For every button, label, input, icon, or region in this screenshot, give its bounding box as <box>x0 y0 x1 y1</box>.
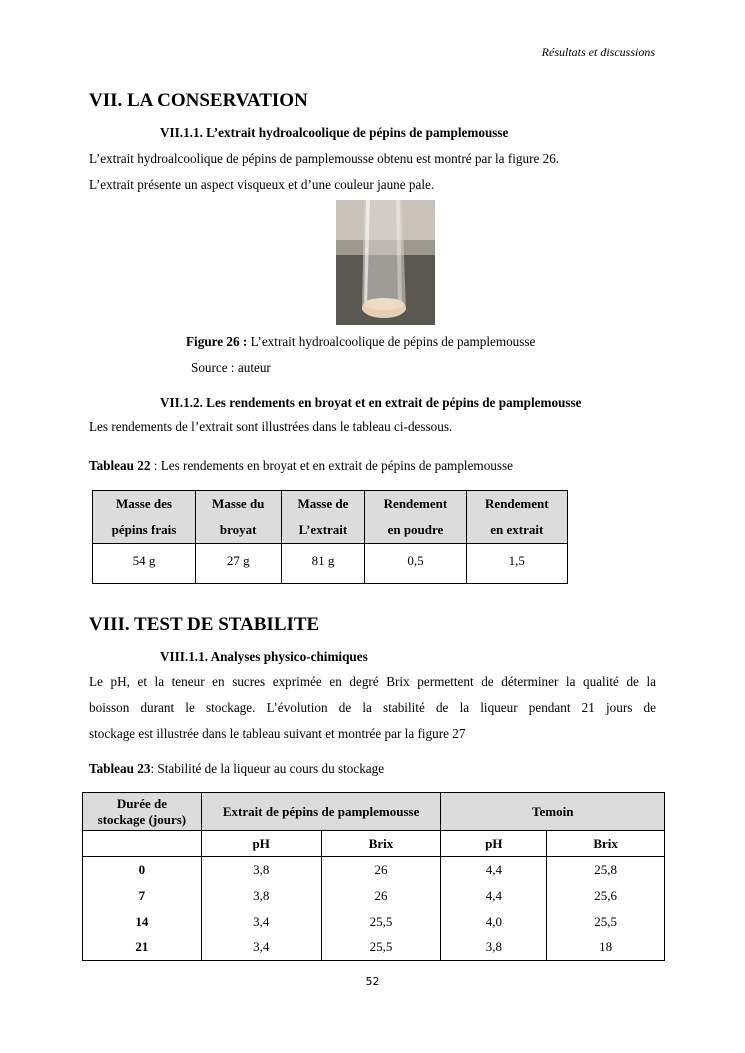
table-cell: 7 <box>83 883 202 909</box>
table-cell: 3,8 <box>201 883 321 909</box>
table-cell: 4,4 <box>441 883 547 909</box>
table-cell: 14 <box>83 909 202 935</box>
table-cell: 18 <box>547 935 665 961</box>
table-cell <box>83 831 202 857</box>
figure-caption <box>186 334 535 350</box>
table-row <box>93 544 568 584</box>
table-cell: 0,5 <box>365 544 466 584</box>
header-line: L’extrait <box>298 522 348 537</box>
header-line: broyat <box>219 522 257 537</box>
table-cell: 1,5 <box>466 544 567 584</box>
table-cell: 0 <box>83 857 202 883</box>
table-23 <box>82 792 665 961</box>
header-line: Masse des <box>115 496 172 511</box>
table-caption-text: : Stabilité de la liqueur au cours du stockage <box>150 761 385 776</box>
subheader-cell: Brix <box>547 831 665 857</box>
paragraph-line: Le pH, et la teneur en sucres exprimée en degré Brix permettent de déterminer la qualité de la <box>89 674 656 689</box>
header-line: stockage (jours) <box>97 811 187 827</box>
table-row <box>83 857 665 883</box>
table-cell: 27 g <box>195 544 281 584</box>
table-header-row <box>83 793 665 831</box>
paragraph: L’extrait hydroalcoolique de pépins de pamplemousse obtenu est montré par la figure 26. <box>89 151 560 166</box>
table-cell: 3,8 <box>441 935 547 961</box>
table-23-caption <box>89 761 384 777</box>
table-22-caption <box>89 458 513 474</box>
header-line: en extrait <box>490 522 544 537</box>
table-cell: 54 g <box>93 544 196 584</box>
table-row <box>83 883 665 909</box>
header-cell <box>466 491 567 544</box>
table-caption-text: : Les rendements en broyat et en extrait de pépins de pamplemousse <box>150 458 513 473</box>
paragraph-line: stockage est illustrée dans le tableau suivant et montrée par la figure 27 <box>89 726 466 741</box>
figure-label: Figure 26 : <box>186 334 248 349</box>
paragraph: L’extrait présente un aspect visqueux et d’une couleur jaune pale. <box>89 177 435 192</box>
table-cell: 25,5 <box>547 909 665 935</box>
table-label: Tableau 23 <box>89 761 151 776</box>
header-cell <box>365 491 466 544</box>
paragraph: Les rendements de l’extrait sont illustrées dans le tableau ci-dessous. <box>89 419 453 434</box>
table-cell: 25,5 <box>321 935 441 961</box>
table-subheader-row <box>83 831 665 857</box>
page-number: 52 <box>365 975 380 988</box>
subsection-title-analyses: VIII.1.1. Analyses physico-chimiques <box>160 649 368 664</box>
table-cell: 26 <box>321 883 441 909</box>
header-cell <box>195 491 281 544</box>
header-cell <box>83 793 202 831</box>
table-cell: 26 <box>321 857 441 883</box>
table-row <box>83 935 665 961</box>
table-cell: 25,6 <box>547 883 665 909</box>
table-cell: 3,8 <box>201 857 321 883</box>
section-title-conservation: VII. LA CONSERVATION <box>89 90 308 111</box>
header-line: Rendement <box>383 496 448 511</box>
test-tube-photo-icon <box>336 200 435 325</box>
table-header-row <box>93 491 568 544</box>
header-cell <box>281 491 365 544</box>
table-cell: 3,4 <box>201 935 321 961</box>
header-line: Durée de <box>116 795 167 811</box>
header-cell <box>93 491 196 544</box>
header-cell-extrait: Extrait de pépins de pamplemousse <box>201 793 441 831</box>
table-cell: 3,4 <box>201 909 321 935</box>
section-title-stabilite: VIII. TEST DE STABILITE <box>89 614 320 635</box>
running-header: Résultats et discussions <box>541 45 655 59</box>
header-line: en poudre <box>387 522 444 537</box>
header-cell-temoin: Temoin <box>441 793 665 831</box>
subsection-title-extrait: VII.1.1. L’extrait hydroalcoolique de pépins de pamplemousse <box>160 125 509 140</box>
table-cell: 25,5 <box>321 909 441 935</box>
table-cell: 81 g <box>281 544 365 584</box>
subsection-title-rendements: VII.1.2. Les rendements en broyat et en extrait de pépins de pamplemousse <box>160 395 582 410</box>
table-label: Tableau 22 <box>89 458 151 473</box>
table-cell: 25,8 <box>547 857 665 883</box>
table-row <box>83 909 665 935</box>
header-line: Rendement <box>485 496 549 511</box>
header-line: pépins frais <box>111 522 177 537</box>
figure-caption-text: L’extrait hydroalcoolique de pépins de pamplemousse <box>247 334 536 349</box>
subheader-cell: Brix <box>321 831 441 857</box>
table-cell: 4,4 <box>441 857 547 883</box>
table-cell: 4,0 <box>441 909 547 935</box>
header-line: Masse de <box>297 496 349 511</box>
table-cell: 21 <box>83 935 202 961</box>
paragraph-line: boisson durant le stockage. L’évolution de la stabilité de la liqueur pendant 21 jours de <box>89 700 656 715</box>
table-22 <box>92 490 568 584</box>
subheader-cell: pH <box>201 831 321 857</box>
subheader-cell: pH <box>441 831 547 857</box>
header-line: Masse du <box>212 496 265 511</box>
figure-source: Source : auteur <box>191 360 271 375</box>
figure-26-photo <box>336 200 435 325</box>
